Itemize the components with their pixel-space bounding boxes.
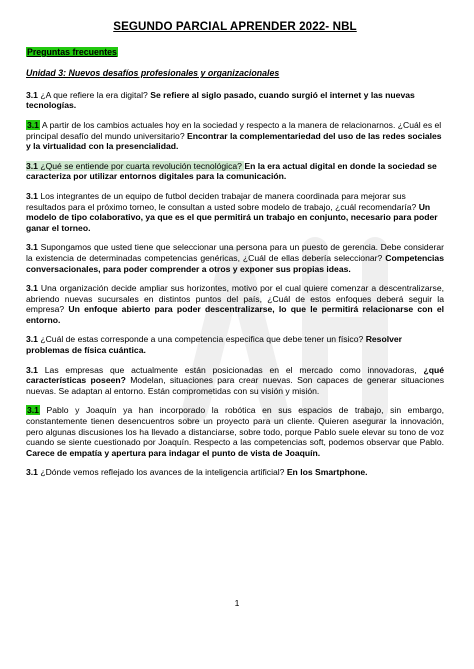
document-content <box>26 22 444 487</box>
question-text: A partir de los cambios actuales hoy en la sociedad y respecto a la manera de relacionarnos. ¿Cuál es el principal desafío del mundo universitario? <box>26 119 442 141</box>
question-number: 3.1 <box>26 283 38 294</box>
question-text: Pablo y Joaquín ya han incorporado la robótica en sus espacios de trabajo, sin embargo, constantemente tienen desencuentros sobre un proyecto para un cliente. Quieren asegurar la innovación, pero algunas discusiones los ha llevado a distanciarse, sobre todo, porque Pablo suele elevar su tono de voz cuando se siente cuestionado por Joaquín. Respecto a las competencias soft, podemos observar que Pablo. <box>26 405 444 448</box>
document-title: SEGUNDO PARCIAL APRENDER 2022- NBL <box>113 20 357 33</box>
answer-text: En la era actual digital en donde la sociedad se caracteriza por utilizar entornos digitales para la comunicación. <box>26 160 437 182</box>
question-text: ¿Cuál de estas corresponde a una competencia especifica que debe tener un físico? <box>37 334 366 345</box>
question-number: 3.1 <box>26 364 38 375</box>
question-text-bold: ¿qué características poseen? <box>26 364 444 386</box>
question-number: 3.1 <box>26 160 38 171</box>
question-item <box>26 161 444 182</box>
question-text: Los integrantes de un equipo de futbol deciden trabajar de manera coordinada para mejorar sus resultados para el próximo torneo, le consultan a usted sobre modelo de trabajo, ¿cuál recomendaría? <box>26 190 419 212</box>
answer-text: En los Smartphone. <box>286 467 368 478</box>
question-item <box>26 365 444 397</box>
question-item <box>26 191 444 233</box>
question-number: 3.1 <box>26 89 38 100</box>
question-number: 3.1 <box>27 119 39 130</box>
question-number: 3.1 <box>27 405 39 416</box>
answer-text: Competencias conversacionales, para poder comprender a otros y exponer sus propias ideas. <box>26 252 444 274</box>
question-number: 3.1 <box>26 467 38 478</box>
answer-text: Un enfoque abierto para poder descentralizarse, lo que le permitirá relacionarse con el entorno. <box>26 304 445 325</box>
question-item <box>26 405 444 458</box>
question-item <box>26 334 444 355</box>
page-number: 1 <box>234 598 240 608</box>
question-text: Supongamos que usted tiene que seleccionar una persona para un puesto de gerencia. Debe considerar la existencia de determinadas competencias genéricas, ¿Cuál de ellas debería seleccionar? <box>26 242 444 263</box>
answer-text: Carece de empatía y apertura para indagar el punto de vista de Joaquín. <box>26 447 321 458</box>
question-text: Las empresas que actualmente están posicionadas en el mercado como innovadoras, <box>37 364 424 375</box>
faq-label: Preguntas frecuentes <box>27 46 117 57</box>
answer-text: Resolver problemas de física cuántica. <box>26 334 402 356</box>
question-item <box>26 242 444 274</box>
answer-text: Modelan, situaciones para crear nuevas. Son capaces de generar situaciones nuevas. Se adaptan al entorno. Están comprometidas con su visión y misión. <box>26 375 444 396</box>
answer-text: Encontrar la complementariedad del uso de las redes sociales y la virtualidad con la presencialidad. <box>26 130 442 152</box>
question-text: Una organización decide ampliar sus horizontes, motivo por el cual quiere comenzar a descentralizarse, abriendo nuevas sucursales en distintos puntos del país, ¿Cuál de estos enfoques deberá seguir la empresa? <box>26 283 444 315</box>
question-item <box>26 283 444 325</box>
question-text: ¿Qué se entiende por cuarta revolución tecnológica? <box>37 160 245 171</box>
question-text: ¿Dónde vemos reflejado los avances de la inteligencia artificial? <box>37 467 287 478</box>
question-item <box>26 90 444 111</box>
answer-text: Se refiere al siglo pasado, cuando surgió el internet y las nuevas tecnologías. <box>26 89 415 111</box>
question-number: 3.1 <box>26 190 38 201</box>
question-number: 3.1 <box>26 242 38 253</box>
question-text: ¿A que refiere la era digital? <box>37 89 151 100</box>
question-item <box>26 467 444 478</box>
unit-title: Unidad 3: Nuevos desafíos profesionales y organizacionales <box>26 68 280 79</box>
question-number: 3.1 <box>26 334 38 345</box>
answer-text: Un modelo de tipo colaborativo, ya que es el que permitirá un trabajo en conjunto, necesario para poder ganar el torneo. <box>26 201 438 233</box>
question-item <box>26 120 444 152</box>
